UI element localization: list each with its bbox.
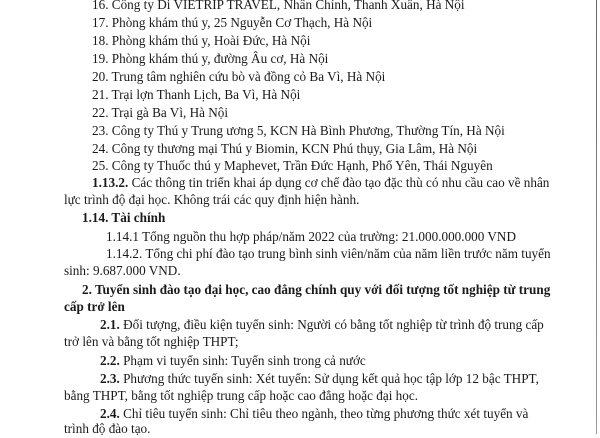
list-item: 21. Trại lợn Thanh Lịch, Ba Vì, Hà Nội <box>92 87 301 102</box>
paragraph-1-14-2: 1.14.2. Tổng chi phí đào tạo trung bình sinh viên/năm của năm liền trước năm tuyển <box>106 246 551 261</box>
section-number: 2.4. <box>100 406 120 421</box>
list-item: 23. Công ty Thú y Trung ương 5, KCN Hà Bình Phương, Thường Tín, Hà Nội <box>92 123 505 138</box>
list-item: 24. Công ty thương mại Thú y Biomin, KCN Phú thụy, Gia Lâm, Hà Nội <box>92 141 478 156</box>
list-item: 19. Phòng khám thú y, đường Âu cơ, Hà Nội <box>92 51 329 66</box>
item-text: trình độ đào tạo. <box>64 421 151 436</box>
list-item: 16. Công ty Di VIETRIP TRAVEL, Nhân Chính, Thanh Xuân, Hà Nội <box>92 0 465 12</box>
item-text: Chỉ tiêu tuyển sinh: Chỉ tiêu theo ngành, theo từng phương thức xét tuyển và <box>119 406 529 421</box>
page-edge-divider <box>596 0 597 434</box>
section-number: 1.13.2. <box>92 175 129 190</box>
list-item: 25. Công ty Thuốc thú y Maphevet, Trần Đức Hạnh, Phổ Yên, Thái Nguyên <box>92 158 493 173</box>
item-2-2 <box>100 352 366 370</box>
section-number: 2.1. <box>100 317 120 332</box>
item-text: Phạm vi tuyển sinh: Tuyển sinh trong cả nước <box>119 353 366 368</box>
list-item: 18. Phòng khám thú y, Hoài Đức, Hà Nội <box>92 33 311 48</box>
paragraph-text: sinh: 9.687.000 VND. <box>64 263 181 278</box>
paragraph-1-14-1: 1.14.1 Tổng nguồn thu hợp pháp/năm 2022 của trường: 21.000.000.000 VND <box>106 229 516 244</box>
list-item: 20. Trung tâm nghiên cứu bò và đồng cỏ Ba Vì, Hà Nội <box>92 69 386 84</box>
section-number: 2.3. <box>100 371 120 386</box>
section-heading-2: 2. Tuyển sinh đào tạo đại học, cao đẳng chính quy với đối tượng tốt nghiệp từ trung <box>82 282 551 297</box>
item-text: bằng THPT, bằng tốt nghiệp trung cấp hoặc cao đẳng hoặc đại học. <box>64 388 419 403</box>
item-text: trở lên và bằng tốt nghiệp THPT; <box>64 334 239 349</box>
item-2-1 <box>100 316 544 334</box>
paragraph-text: lực trình độ đại học. Không trái các quy định hiện hành. <box>64 192 360 207</box>
list-item: 17. Phòng khám thú y, 25 Nguyễn Cơ Thạch, Hà Nội <box>92 15 373 30</box>
item-text: Phương thức tuyển sinh: Xét tuyển: Sử dụng kết quả học tập lớp 12 bậc THPT, <box>119 371 539 386</box>
section-heading-1-14: 1.14. Tài chính <box>82 210 166 225</box>
paragraph-1-13-2 <box>92 174 549 192</box>
list-item: 22. Trại gà Ba Vì, Hà Nội <box>92 105 229 120</box>
section-number: 2.2. <box>100 353 120 368</box>
item-2-4 <box>100 405 528 423</box>
section-heading-2-cont: cấp trở lên <box>64 299 125 314</box>
item-text: Đối tượng, điều kiện tuyển sinh: Người có bằng tốt nghiệp từ trình độ trung cấp <box>119 317 544 332</box>
item-2-3 <box>100 370 539 388</box>
paragraph-text: Các thông tin triển khai áp dụng cơ chế đào tạo đặc thù có nhu cầu cao về nhân <box>128 175 550 190</box>
